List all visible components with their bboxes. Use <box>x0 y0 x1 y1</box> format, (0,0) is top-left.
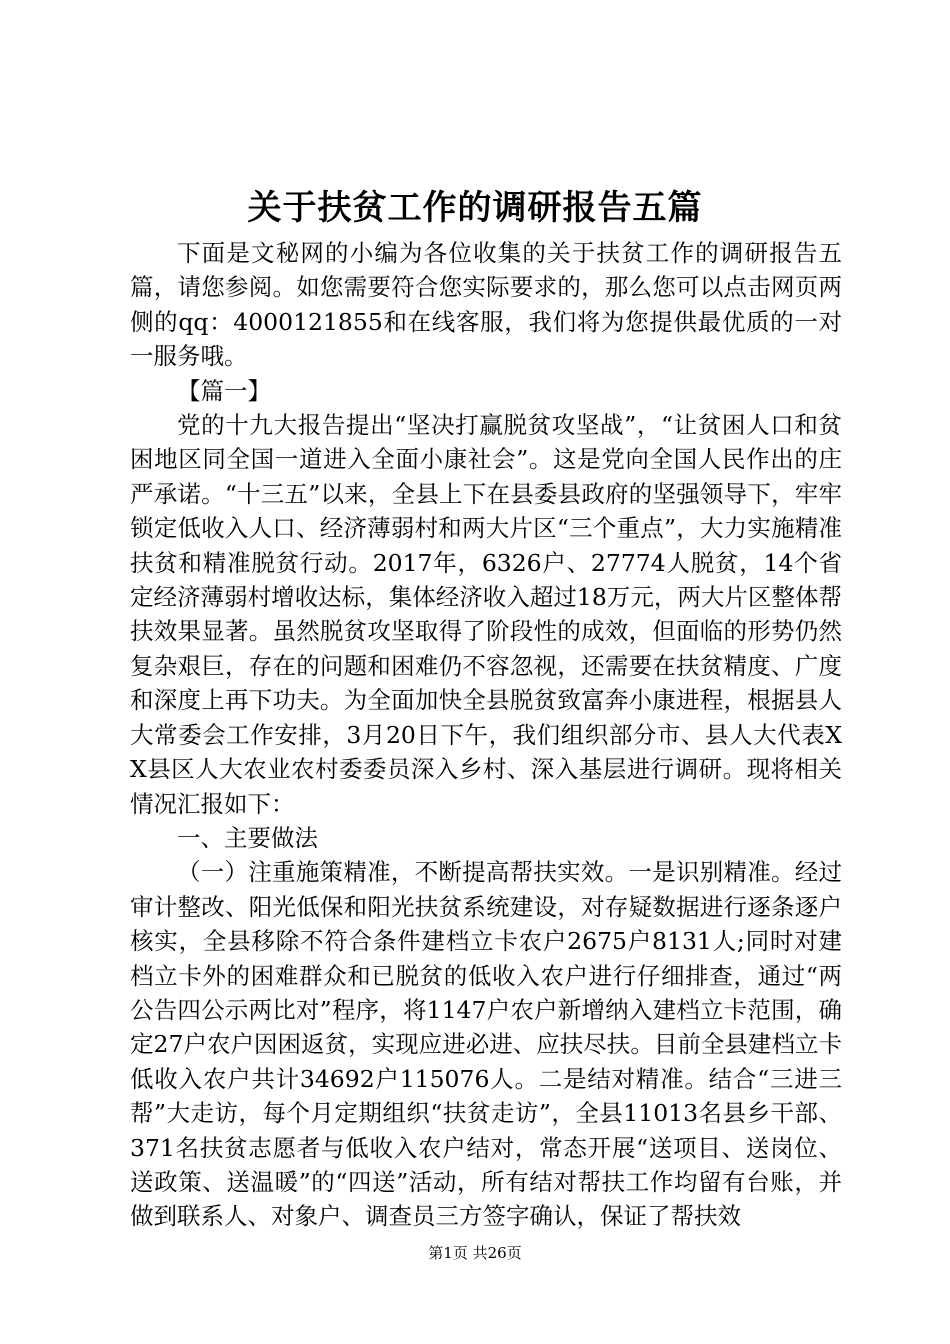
section-marker: 【篇一】 <box>177 376 271 405</box>
intro-paragraph: 下面是文秘网的小编为各位收集的关于扶贫工作的调研报告五篇，请您参阅。如您需要符合您实际要求的，那么您可以点击网页两侧的qq：4000121855和在线客服，我们将为您提供最优质的一对一服务哦。 <box>130 239 842 371</box>
document-body <box>130 236 842 1234</box>
section-heading-1: 一、主要做法 <box>177 823 318 852</box>
page-footer: 第1页 共26页 <box>428 1244 522 1262</box>
document-title: 关于扶贫工作的调研报告五篇 <box>247 188 703 228</box>
body-paragraph-1: 党的十九大报告提出“坚决打赢脱贫攻坚战”，“让贫困人口和贫困地区同全国一道进入全面小康社会”。这是党向全国人民作出的庄严承诺。“十三五”以来，全县上下在县委县政府的坚强领导下，牢牢锁定低收入人口、经济薄弱村和两大片区“三个重点”，大力实施精准扶贫和精准脱贫行动。2017年，6326户、27774人脱贫，14个省定经济薄弱村增收达标，集体经济收入超过18万元，两大片区整体帮扶效果显著。虽然脱贫攻坚取得了阶段性的成效，但面临的形势仍然复杂艰巨，存在的问题和困难仍不容忽视，还需要在扶贫精度、广度和深度上再下功夫。为全面加快全县脱贫致富奔小康进程，根据县人大常委会工作安排，3月20日下午，我们组织部分市、县人大代表XX县区人大农业农村委委员深入乡村、深入基层进行调研。现将相关情况汇报如下： <box>130 411 842 818</box>
body-paragraph-2: （一）注重施策精准，不断提高帮扶实效。一是识别精准。经过审计整改、阳光低保和阳光扶贫系统建设，对存疑数据进行逐条逐户核实，全县移除不符合条件建档立卡农户2675户8131人;同时对建档立卡外的困难群众和已脱贫的低收入农户进行仔细排查，通过“两公告四公示两比对”程序，将1147户农户新增纳入建档立卡范围，确定27户农户因困返贫，实现应进必进、应扶尽扶。目前全县建档立卡低收入农户共计34692户115076人。二是结对精准。结合“三进三帮”大走访，每个月定期组织“扶贫走访”，全县11013名县乡干部、371名扶贫志愿者与低收入农户结对，常态开展“送项目、送岗位、送政策、送温暖”的“四送”活动，所有结对帮扶工作均留有台账，并做到联系人、对象户、调查员三方签字确认，保证了帮扶效 <box>130 858 842 1231</box>
